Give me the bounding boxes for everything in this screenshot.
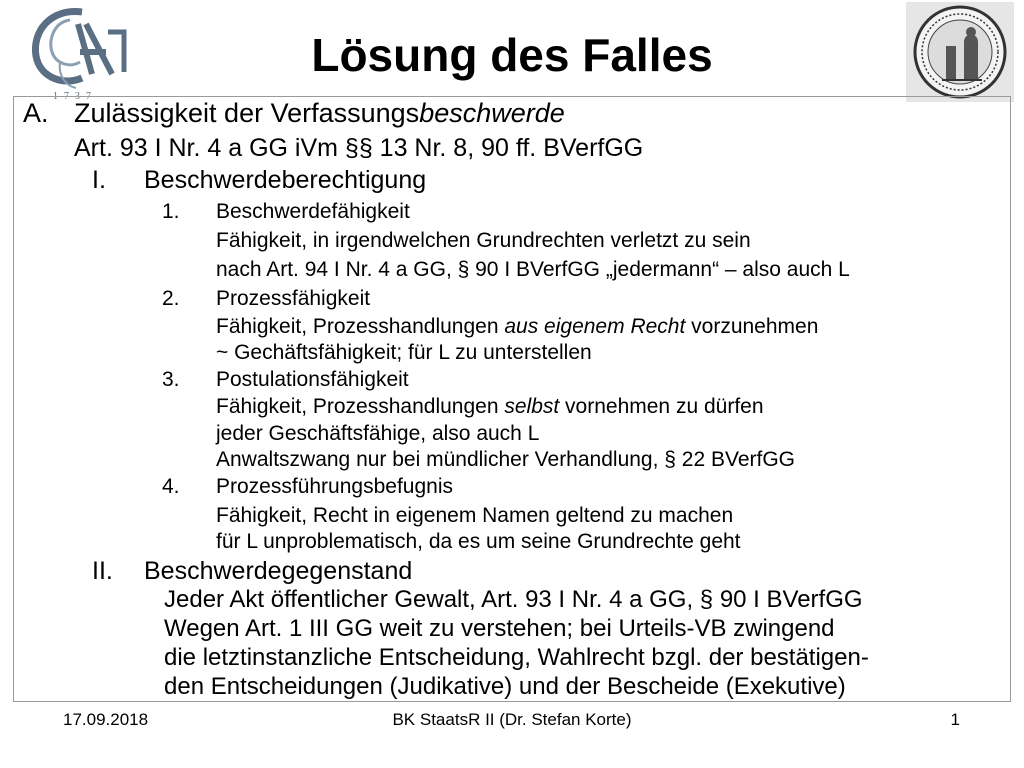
item-1-line1: Fähigkeit, in irgendwelchen Grundrechten verletzt zu sein: [216, 229, 751, 252]
section-a-marker: A.: [23, 98, 49, 128]
section-a-title-plain: Zulässigkeit der Verfassungs: [74, 98, 420, 128]
item-1-marker: 1.: [162, 200, 180, 223]
slide-title: Lösung des Falles: [311, 29, 713, 81]
footer-course: BK StaatsR II (Dr. Stefan Korte): [392, 710, 632, 729]
section-ii-line4: den Entscheidungen (Judikative) und der Bescheide (Exekutive): [164, 673, 846, 700]
logo-year-text: 1737: [53, 91, 97, 102]
section-ii-line2: Wegen Art. 1 III GG weit zu verstehen; bei Urteils-VB zwingend: [164, 615, 835, 642]
section-ii-line1: Jeder Akt öffentlicher Gewalt, Art. 93 I Nr. 4 a GG, § 90 I BVerfGG: [164, 586, 863, 613]
item-4-heading: Prozessführungsbefugnis: [216, 475, 453, 498]
item-3-line3: Anwaltszwang nur bei mündlicher Verhandlung, § 22 BVerfGG: [216, 448, 796, 471]
item-4-line2: für L unproblematisch, da es um seine Grundrechte geht: [216, 530, 741, 553]
item-3-heading: Postulationsfähigkeit: [216, 368, 409, 391]
section-a-title-italic: beschwerde: [419, 98, 565, 128]
item-1-heading: Beschwerdefähigkeit: [216, 200, 410, 223]
item-3-line1-italic: selbst: [504, 395, 560, 418]
item-2-line1-italic: aus eigenem Recht: [504, 315, 686, 338]
item-1-line2: nach Art. 94 I Nr. 4 a GG, § 90 I BVerfGG „jedermann“ – also auch L: [216, 258, 850, 281]
item-2-heading: Prozessfähigkeit: [216, 287, 371, 310]
item-4-line1: Fähigkeit, Recht in eigenem Namen geltend zu machen: [216, 504, 734, 527]
section-ii-marker: II.: [92, 557, 113, 585]
footer-date: 17.09.2018: [63, 710, 149, 729]
footer-page-number: 1: [950, 710, 960, 729]
section-i-marker: I.: [92, 166, 106, 194]
item-3-line1: [216, 396, 764, 417]
item-2-line1-pre: Fähigkeit, Prozesshandlungen: [216, 315, 505, 338]
section-ii-line3: die letztinstanzliche Entscheidung, Wahlrecht bzgl. der bestätigen-: [164, 644, 869, 671]
item-2-line1: [216, 316, 818, 337]
item-3-marker: 3.: [162, 368, 180, 391]
section-i-heading: Beschwerdeberechtigung: [144, 166, 427, 194]
item-2-line2: ~ Gechäftsfähigkeit; für L zu unterstellen: [216, 341, 592, 364]
section-a-title: [74, 100, 565, 127]
item-4-marker: 4.: [162, 475, 180, 498]
item-3-line2: jeder Geschäftsfähige, also auch L: [216, 422, 540, 445]
item-2-marker: 2.: [162, 287, 180, 310]
section-a-legal-basis: Art. 93 I Nr. 4 a GG iVm §§ 13 Nr. 8, 90 ff. BVerfGG: [74, 134, 644, 162]
item-3-line1-pre: Fähigkeit, Prozesshandlungen: [216, 395, 505, 418]
item-3-line1-post: vornehmen zu dürfen: [559, 395, 764, 418]
section-a-heading: [23, 100, 49, 127]
section-ii-heading: Beschwerdegegenstand: [144, 557, 413, 585]
item-2-line1-post: vorzunehmen: [685, 315, 819, 338]
